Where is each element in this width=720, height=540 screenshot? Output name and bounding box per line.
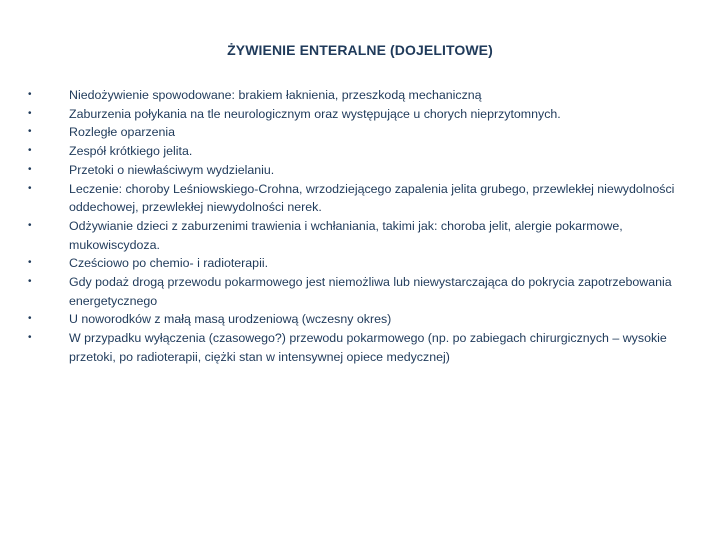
list-item bbox=[28, 329, 678, 366]
list-item bbox=[28, 217, 678, 254]
list-item bbox=[28, 161, 678, 180]
list-item-text: Przetoki o niewłaściwym wydzielaniu. bbox=[69, 162, 275, 177]
list-item bbox=[28, 123, 678, 142]
list-item-text: Niedożywienie spowodowane: brakiem łaknienia, przeszkodą mechaniczną bbox=[69, 88, 482, 102]
bullet-icon: • bbox=[28, 276, 32, 288]
list-item-text: Gdy podaż drogą przewodu pokarmowego jest niemożliwa lub niewystarczająca do pokrycia zapotrzebowania energetycznego bbox=[69, 275, 672, 308]
list-item bbox=[28, 142, 678, 161]
list-item bbox=[28, 310, 678, 329]
bullet-icon: • bbox=[28, 163, 32, 175]
list-item-text: Odżywianie dzieci z zaburzenimi trawienia i wchłaniania, takimi jak: choroba jelit, alergie pokarmowe, mukowiscydoza. bbox=[69, 218, 623, 252]
list-item bbox=[28, 86, 678, 105]
bullet-icon: • bbox=[28, 313, 32, 325]
bullet-icon: • bbox=[28, 257, 32, 269]
bullet-icon: • bbox=[28, 219, 32, 231]
list-item-text: Zaburzenia połykania na tle neurologicznym oraz występujące u chorych nieprzytomnych. bbox=[69, 106, 561, 121]
bullet-icon: • bbox=[28, 182, 32, 194]
slide-title: ŻYWIENIE ENTERALNE (DOJELITOWE) bbox=[227, 42, 493, 58]
bullet-icon: • bbox=[28, 126, 32, 138]
list-item-text: Cześciowo po chemio- i radioterapii. bbox=[69, 256, 269, 271]
list-item-text: Zespół krótkiego jelita. bbox=[69, 144, 193, 159]
bullet-list bbox=[28, 86, 678, 367]
list-item-text: Leczenie: choroby Leśniowskiego-Crohna, wrzodziejącego zapalenia jelita grubego, przewlekłej niewydolności oddechowej, przewlekłej niewydolności nerek. bbox=[69, 181, 675, 215]
list-item bbox=[28, 180, 678, 217]
list-item bbox=[28, 254, 678, 273]
list-item-text: W przypadku wyłączenia (czasowego?) przewodu pokarmowego (np. po zabiegach chirurgicznych – wysokie przetoki, po radioterapii, ciężki stan w intensywnej opiece medycznej) bbox=[69, 331, 667, 364]
list-item bbox=[28, 105, 678, 124]
bullet-icon: • bbox=[28, 89, 32, 100]
list-item bbox=[28, 273, 678, 310]
list-item-text: U noworodków z małą masą urodzeniową (wczesny okres) bbox=[69, 312, 392, 327]
bullet-icon: • bbox=[28, 107, 32, 119]
bullet-icon: • bbox=[28, 332, 32, 344]
bullet-icon: • bbox=[28, 145, 32, 157]
list-item-text: Rozległe oparzenia bbox=[69, 125, 176, 140]
